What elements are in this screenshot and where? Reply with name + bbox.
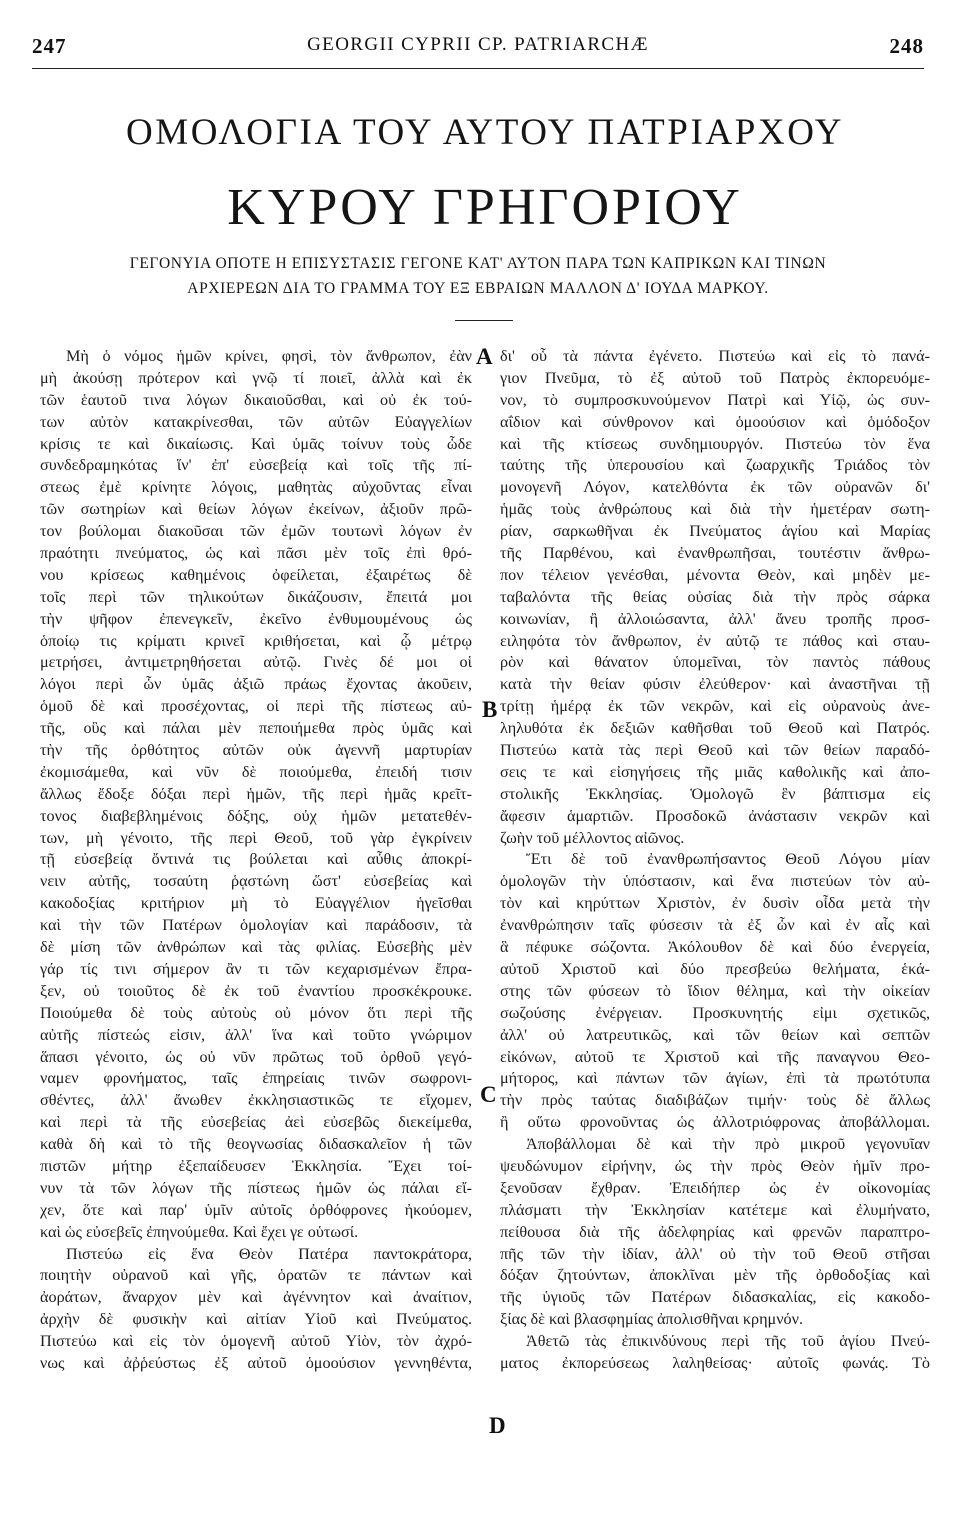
text-line: νως καὶ ἀῤῥεύστως ἐξ αὐτοῦ ὁμοούσιον γεννηθέντα, xyxy=(40,1353,472,1372)
text-line: Μὴ ὁ νόμος ἡμῶν κρίνει, φησὶ, τὸν ἄνθρωπον, ἐὰν xyxy=(66,347,472,365)
text-line: ρίαν, σαρκωθῆναι ἐκ Πνεύματος ἁγίου καὶ Μαρίας xyxy=(500,522,930,541)
text-line: τῆς ὑγιοῦς τῶν Πατέρων διδασκαλίας, εἰς κακοδο- xyxy=(500,1288,930,1307)
text-line: μήτορος, καὶ πάντων τῶν ἁγίων, ἐπὶ τὰ πρωτότυπα xyxy=(500,1069,930,1088)
text-line: κρίσις τε καὶ δικαίωσις. Καὶ ὑμᾶς τοίνυν τοὺς ὧδε xyxy=(40,434,472,453)
text-line: τρίτῃ ἡμέρᾳ ἐκ τῶν νεκρῶν, καὶ εἰς οὐρανοὺς ἀνε- xyxy=(500,697,930,716)
text-line: γιον Πνεῦμα, τὸ ἐξ αὐτοῦ τοῦ Πατρὸς ἐκπορευόμε- xyxy=(500,368,930,387)
text-line: ἀοράτων, ἄναρχον μὲν καὶ ἀγέννητον καὶ ἀναίτιον, xyxy=(40,1288,472,1307)
text-line: τῆς Παρθένου, καὶ ἐνανθρωπῆσαι, τουτέστιν ἄνθρω- xyxy=(500,544,930,563)
text-line: καὶ τῆς κτίσεως συνδημιουργόν. Πιστεύω τὸν ἕνα xyxy=(500,434,930,453)
left-column xyxy=(40,346,472,1375)
margin-letter-c: C xyxy=(480,1082,497,1107)
title-line-1: ΟΜΟΛΟΓΙΑ ΤΟΥ ΑΥΤΟΥ ΠΑΤΡΙΑΡΧΟΥ xyxy=(125,112,845,153)
text-line: κοινωνίαν, ἢ ἀλλοιώσαντα, ἀλλ' ἄνευ τροπῆς προσ- xyxy=(500,609,930,628)
text-line: ζωὴν τοῦ μέλλοντος αἰῶνος. xyxy=(500,828,685,847)
text-line: καὶ περὶ τὰ τῆς εὐσεβείας ἀεὶ εὐσεβῶς διεκείμεθα, xyxy=(40,1113,472,1132)
running-header xyxy=(32,34,924,64)
text-line: πον τέλειον γενέσθαι, μένοντα Θεὸν, καὶ μηδὲν με- xyxy=(500,565,930,584)
text-line: καὶ τὴν τῶν Πατέρων ὁμολογίαν καὶ παράδοσιν, τὰ xyxy=(40,916,472,935)
text-line: τοῖς περὶ τῶν τηλικούτων δικάζουσιν, ἔπειτά μοι xyxy=(40,587,472,606)
right-column xyxy=(500,346,930,1375)
text-line: τῶν ἑαυτοῦ τινα λόγων δικαιοῦσθαι, καὶ οὐ ἐκ τού- xyxy=(40,390,472,409)
running-title: GEORGII CYPRII CP. PATRIARCHÆ xyxy=(307,34,649,55)
text-line: καὶ ὡς εὐσεβεῖς ἐπηνούμεθα. Καὶ ἔχει γε οὑτωσί. xyxy=(40,1222,359,1241)
text-line: δὲ μίση τῶν ἀνθρώπων καὶ τὰς φιλίας. Εὐσεβὴς μὲν xyxy=(40,938,472,957)
subtitle-line-1: ΓΕΓΟΝΥΙΑ ΟΠΟΤΕ Η ΕΠΙΣΥΣΤΑΣΙΣ ΓΕΓΟΝΕ ΚΑΤ' ΑΥΤΟΝ ΠΑΡΑ ΤΩΝ ΚΑΠΡΙΚΩΝ ΚΑΙ ΤΙΝΩΝ xyxy=(129,255,827,272)
margin-letter-d: D xyxy=(489,1413,506,1438)
text-line: πῆς τῶν τὴν ἰδίαν, ἀλλ' οὐ τὴν τοῦ Θεοῦ στῆσαι xyxy=(500,1244,930,1263)
text-line: εἰκόνων, αὐτοῦ τε Χριστοῦ καὶ τῆς παναγνου Θεο- xyxy=(500,1047,930,1066)
text-line: Πιστεύω καὶ εἰς τὸν ὁμογενῆ αὐτοῦ Υἱὸν, τὸν ἀχρό- xyxy=(40,1332,472,1351)
text-line: στεως ἐμὲ κρίνητε λόγοις, μαθητὰς αὐχοῦντας εἶναι xyxy=(40,478,472,497)
text-line: αὐτῆς πίστεώς εἰσιν, ἀλλ' ἵνα καὶ τοῦτο γνώριμον xyxy=(40,1025,472,1044)
text-line: τῶν σωτηρίων καὶ θείων λόγων ἐκείνων, ἀξιοῦν πρῶ- xyxy=(40,500,472,519)
text-line: Πιστεύω κατὰ τὰς περὶ Θεοῦ καὶ τῶν θείων παραδό- xyxy=(500,741,930,760)
text-line: ψευδώνυμον εἰρήνην, ὡς τὴν πρὸς Θεὸν ἡμῖν προ- xyxy=(500,1156,930,1175)
text-line: ἐκομισάμεθα, καὶ νῦν δὲ ποιούμεθα, ἐπειδή τισιν xyxy=(40,762,472,781)
text-line: πείθουσα διὰ τῆς ἀδελφηρίας καὶ φρενῶν παραπτρο- xyxy=(500,1222,930,1241)
text-line: ἅπασι γένοιτο, ὡς οὐ νῦν πρῶτως τοῦ ὀρθοῦ γεγό- xyxy=(40,1047,472,1066)
text-line: τῇ εὐσεβείᾳ ὄντινά τις βούλεται καὶ αὖθις ἀποκρί- xyxy=(40,850,472,869)
text-line: ὁμολογῶν τὴν ὑπόστασιν, καὶ ἕνα πιστεύων τὸν αὐ- xyxy=(500,872,930,891)
page-number-right: 248 xyxy=(889,34,924,58)
text-line: ναμεν φρονήματος, ταῖς ἐπηρείαις τινῶν σωφρονι- xyxy=(40,1069,472,1088)
subtitle-line-2: ΑΡΧΙΕΡΕΩΝ ΔΙΑ ΤΟ ΓΡΑΜΜΑ ΤΟΥ ΕΞ ΕΒΡΑΙΩΝ ΜΑΛΛΟΝ Δ' ΙΟΥΔΑ ΜΑΡΚΟΥ. xyxy=(187,280,769,297)
text-line: ληλυθότα ἐκ δεξιῶν καθῆσθαι τοῦ Θεοῦ καὶ Πατρός. xyxy=(500,719,930,738)
text-line: ἀλλ' οὐ λατρευτικῶς, καὶ τῶν θείων καὶ σεπτῶν xyxy=(500,1025,930,1044)
text-line: σωζούσης ἐνέργειαν. Προσκυνητής εἰμι σχετικῶς, xyxy=(500,1003,930,1022)
text-line: δι' οὗ τὰ πάντα ἐγένετο. Πιστεύω καὶ εἰς τὸ πανά- xyxy=(500,347,930,365)
text-line: ποιητὴν οὐρανοῦ καὶ γῆς, ὁρατῶν τε πάντων καὶ xyxy=(40,1266,472,1285)
text-line: κατὰ τὴν θείαν φύσιν ἐλεύθερον· καὶ ἀναστῆναι τῇ xyxy=(500,675,930,694)
text-line: πιστῶν μήτηρ ἐξεπαίδευσεν Ἐκκλησία. Ἔχει τοί- xyxy=(40,1156,472,1175)
title-line-2: ΚΥΡΟΥ ΓΡΗΓΟΡΙΟΥ xyxy=(227,179,743,236)
header-rule xyxy=(32,68,924,69)
text-line: λόγοι περὶ ὧν ὑμᾶς ἀξιῶ πράως ἔχοντας ἀκοῦειν, xyxy=(40,675,472,694)
text-line: πραότητι πνεύματος, ὡς καὶ πᾶσι μὲν τοῖς ἐπὶ θρό- xyxy=(40,544,472,563)
text-line: των, μὴ γένοιτο, τῆς περὶ Θεοῦ, τοῦ γὰρ ἐγκρίνειν xyxy=(40,828,472,847)
text-line: τῆς, οὓς καὶ πάλαι μὲν πεποιήμεθα πρὸς ὑμᾶς καὶ xyxy=(40,719,472,738)
text-line: σεις τε καὶ εἰσηγήσεις τῆς μιᾶς καθολικῆς καὶ ἀπο- xyxy=(500,762,930,781)
text-line: νου κρίσεως καθημένοις ὀφείλεται, ἐξαιρέτως δὲ xyxy=(40,565,472,584)
text-line: Ἀθετῶ τὰς ἐπικινδύνους περὶ τῆς τοῦ ἁγίου Πνεύ- xyxy=(526,1332,930,1351)
text-line: ἃ πέφυκε σώζοντα. Ἀκόλουθον δὲ καὶ δύο ἐνεργεία, xyxy=(500,938,930,957)
text-line: ὁποίῳ τις κρίματι κρινεῖ κριθήσεται, καὶ ᾧ μέτρῳ xyxy=(40,631,472,650)
text-line: Ἔτι δὲ τοῦ ἐνανθρωπήσαντος Θεοῦ Λόγου μίαν xyxy=(526,850,930,869)
text-line: ταύτης τῆς ὑπερουσίου καὶ ζωαρχικῆς Τριάδος τὸν xyxy=(500,456,930,475)
text-line: ἢ οὕτω φρονοῦντας ὡς ἀλλοτριόφρονας ἀποβάλλομαι. xyxy=(500,1113,930,1132)
text-line: μετρήσει, ἀντιμετρηθήσεται αὐτῷ. Γινὲς δέ μοι οἱ xyxy=(40,653,472,672)
text-line: νον, τὸ συμπροσκυνούμενον Πατρὶ καὶ Υἱῷ, ὡς συν- xyxy=(500,390,930,409)
text-line: τονος διαβεβλημένοις δόξης, οὐχ ἡμῶν μετατεθέν- xyxy=(40,806,472,825)
page-number-left: 247 xyxy=(32,34,67,58)
text-line: ἄφεσιν ἁμαρτιῶν. Προσδοκῶ ἀνάστασιν νεκρῶν καὶ xyxy=(500,806,930,825)
text-line: σθέντες, ἀλλ' ἄνωθεν ἐκκλησιαστικῶς τε εἴχομεν, xyxy=(40,1091,472,1110)
text-line: ἀρχὴν δὲ φυσικὴν καὶ αἰτίαν Υἱοῦ καὶ Πνεύματος. xyxy=(40,1310,472,1329)
text-line: ξενοῦσαν ἔχθραν. Ἐπειδήπερ ὡς ἐν οἰκονομίας xyxy=(500,1178,930,1197)
text-line: γάρ τίς τινι σήμερον ἂν τι τῶν κεχαρισμένων ἔπρα- xyxy=(40,959,472,978)
text-line: στης τῶν φύσεων τὸ ἴδιον θέλημα, καὶ τὴν οἰκείαν xyxy=(500,981,930,1000)
text-line: Πιστεύω εἰς ἕνα Θεὸν Πατέρα παντοκράτορα, xyxy=(66,1244,472,1263)
text-line: τὸν καὶ κηρύττων Χριστὸν, ἐν δυσὶν οἶδα μετὰ τὴν xyxy=(500,894,930,913)
text-line: ἄλλως ἔδοξε δόξαι περὶ ἡμῶν, τῆς περὶ ἡμᾶς κρεῖτ- xyxy=(40,784,472,803)
text-line: ταβαλόντα τῆς θείας οὐσίας διὰ τὴν πρὸς σάρκα xyxy=(500,587,930,606)
text-line: συνδεδραμηκότας ἵν' ἐπ' εὐσεβείᾳ καὶ τοῖς τῆς πί- xyxy=(40,456,472,475)
text-line: ξεν, οὐ τοιοῦτος δὲ ἐκ τοῦ ἐναντίου προσκέκρουκε. xyxy=(40,981,472,1000)
text-line: ἡμᾶς τοὺς ἀνθρώπους καὶ διὰ τὴν ἡμετέραν σωτη- xyxy=(500,500,930,519)
text-line: νειν αὐτῆς, τοσαύτη ῥᾳστώνη ὥστ' εὐσεβείας καὶ xyxy=(40,872,472,891)
margin-letter-b: B xyxy=(482,697,498,722)
text-line: τὴν τῆς ὀρθότητος αὐτῶν οὐκ ἀγεννῆ μαρτυρίαν xyxy=(40,741,472,760)
text-line: τον βούλομαι διακοῦσαι τῶν ἐμῶν τουτωνὶ λόγων ἐν xyxy=(40,522,472,541)
text-line: δόξαν ζητούντων, ἀποκλῖναι μὲν τῆς ὀρθοδοξίας καὶ xyxy=(500,1266,930,1285)
text-line: Ἀποβάλλομαι δὲ καὶ τὴν πρὸ μικροῦ γεγονυῖαν xyxy=(526,1135,930,1154)
text-line: πλάσματι τὴν Ἐκκλησίαν κατέτεμε καὶ ἐλυμήνατο, xyxy=(500,1200,930,1219)
text-line: μονογενῆ Λόγον, κατελθόντα ἐκ τῶν οὐρανῶν δι' xyxy=(500,478,930,497)
text-line: αΐδιον καὶ σύνθρονον καὶ ὁμοούσιον καὶ ὁμόδοξον xyxy=(500,412,930,431)
text-line: χεν, ὅτε καὶ παρ' ὑμῖν αὐτοῖς ὀρθόφρονες ἠκούομεν, xyxy=(40,1200,472,1219)
text-line: καθὰ δὴ καὶ τὸ τῆς θεογνωσίας διδασκαλεῖον ἡ τῶν xyxy=(40,1135,472,1154)
text-line: μὴ ἀκούσῃ πρότερον καὶ γνῷ τί ποιεῖ, ἀλλὰ καὶ ἐκ xyxy=(40,368,472,387)
text-line: αὐτοῦ Χριστοῦ καὶ δύο πρεσβεύω θελήματα, ἑκά- xyxy=(500,959,930,978)
text-line: Ποιούμεθα δὲ τοὺς αὐτοὺς οὐ μόνον ὅτι περὶ τῆς xyxy=(40,1003,472,1022)
text-line: των αὐτὸν κατακρίνεσθαι, τῶν αὐτῶν Εὐαγγελίων xyxy=(40,412,472,431)
text-line: ρὸν καὶ θάνατον ὑπομεῖναι, τὸν παντὸς πάθους xyxy=(500,653,930,672)
title-divider xyxy=(455,320,513,321)
margin-letter-a: A xyxy=(476,344,493,369)
text-line: ἐνανθρώπησιν ταῖς φύσεσιν τὰ ἐξ ὧν καὶ ἐν αἷς καὶ xyxy=(500,916,930,935)
text-line: νυν τὰ τῶν λόγων τῆς πίστεως ἡμῶν ὡς πάλαι εἴ- xyxy=(40,1178,472,1197)
text-line: ὁμοῦ δὲ καὶ προσέχοντας, οἱ περὶ τῆς πίστεως αὐ- xyxy=(40,697,472,716)
text-line: κακοδοξίας κριτήριον μὴ τὸ Εὐαγγέλιον ἡγεῖσθαι xyxy=(40,894,472,913)
text-line: ματος ἐκπορεύσεως λαληθείσας· αὐτοῖς φωνάς. Τὸ xyxy=(500,1353,930,1372)
text-line: τὴν πρὸς ταύτας διαδιβάζων τιμήν· τοὺς δὲ ἄλλως xyxy=(500,1091,930,1110)
text-line: τὴν ψῆφον ἐπενεγκεῖν, ἐκεῖνο ἐνθυμουμένους ὡς xyxy=(40,609,472,628)
text-line: στολικῆς Ἐκκλησίας. Ὁμολογῶ ἓν βάπτισμα εἰς xyxy=(500,784,930,803)
text-line: ειληφότα τὸν ἄνθρωπον, ἐν αὐτῷ τε πάθος καὶ σταυ- xyxy=(500,631,930,650)
text-line: ξίας δὲ καὶ βλασφημίας ἀπολισθῆναι κρημνόν. xyxy=(500,1310,804,1329)
